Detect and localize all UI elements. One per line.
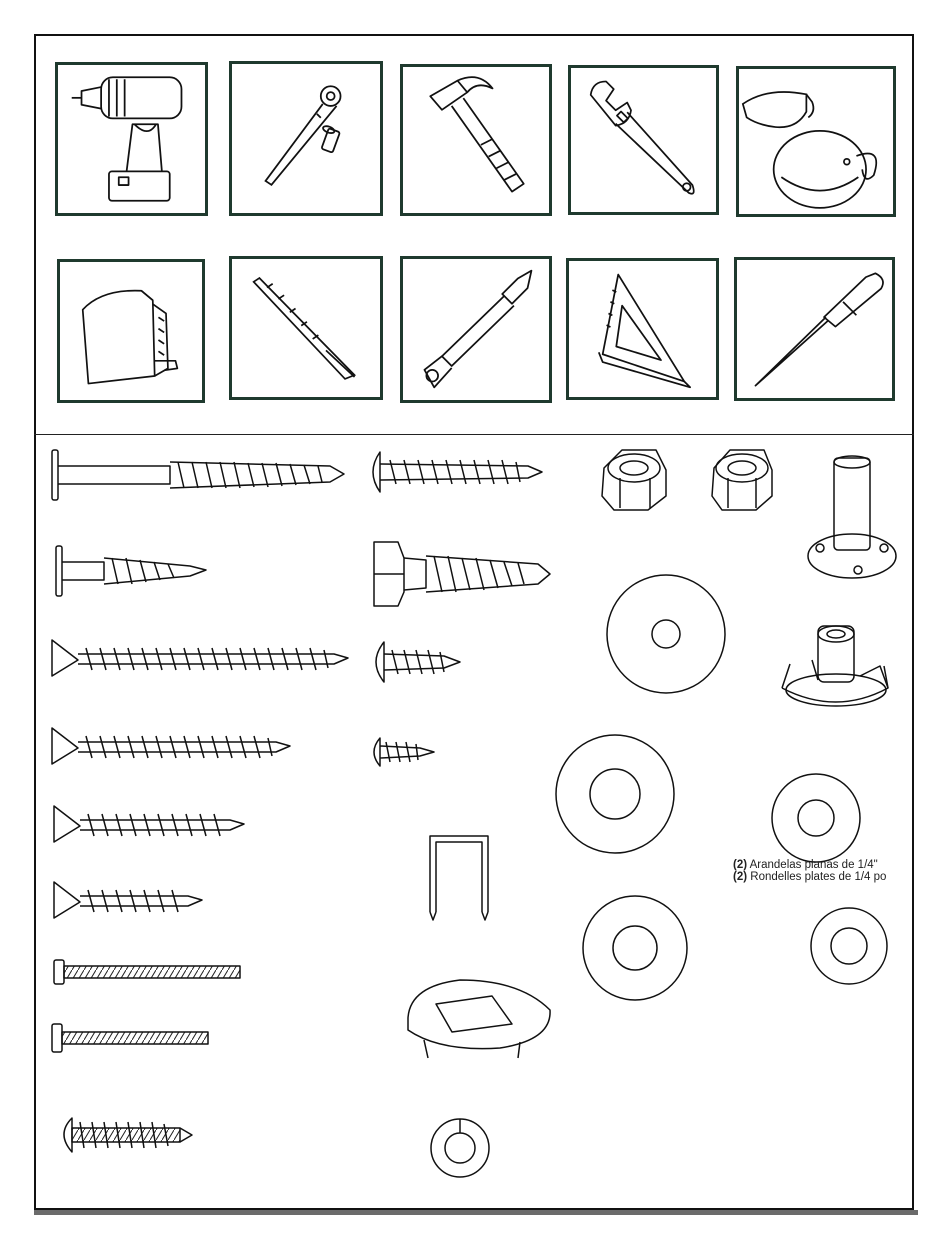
pan-head-screw-2 — [376, 642, 460, 682]
washer-quantity-note — [733, 859, 886, 883]
washer-note-qty-1: (2) — [733, 859, 748, 871]
pronged-tee-nut — [782, 626, 888, 706]
drywall-screw-4 — [54, 882, 202, 918]
large-fender-washer — [607, 575, 725, 693]
u-staple — [430, 836, 488, 920]
lock-nut-2 — [712, 450, 772, 510]
washer-note-qty-2: (2) — [733, 871, 748, 883]
washer-note-french — [733, 871, 886, 883]
lock-nut-1 — [602, 450, 666, 510]
hex-lag-screw — [374, 542, 550, 606]
pan-head-screw-small — [374, 738, 434, 766]
medium-flat-washer — [583, 896, 687, 1000]
long-drywall-screw — [52, 640, 348, 676]
medium-wood-screw — [56, 546, 206, 596]
machine-bolt-long — [54, 960, 240, 984]
drywall-screw-3 — [54, 806, 244, 842]
large-flat-washer — [556, 735, 674, 853]
washer-note-text-1: Arandelas planas de 1/4" — [747, 859, 878, 871]
washer-note-text-2: Rondelles plates de 1/4 po — [747, 871, 887, 883]
push-nut — [431, 1119, 489, 1177]
machine-bolt-short — [52, 1024, 208, 1052]
truss-head-screw — [64, 1118, 192, 1152]
flanged-tee-nut — [808, 456, 896, 578]
pan-head-screw-1 — [373, 452, 542, 492]
quarter-inch-flat-washer-2 — [811, 908, 887, 984]
drywall-screw-2 — [52, 728, 290, 764]
washer-note-spanish — [733, 859, 886, 871]
quarter-inch-flat-washer-1 — [772, 774, 860, 862]
square-speed-nut — [408, 980, 550, 1058]
long-lag-bolt — [52, 450, 344, 500]
